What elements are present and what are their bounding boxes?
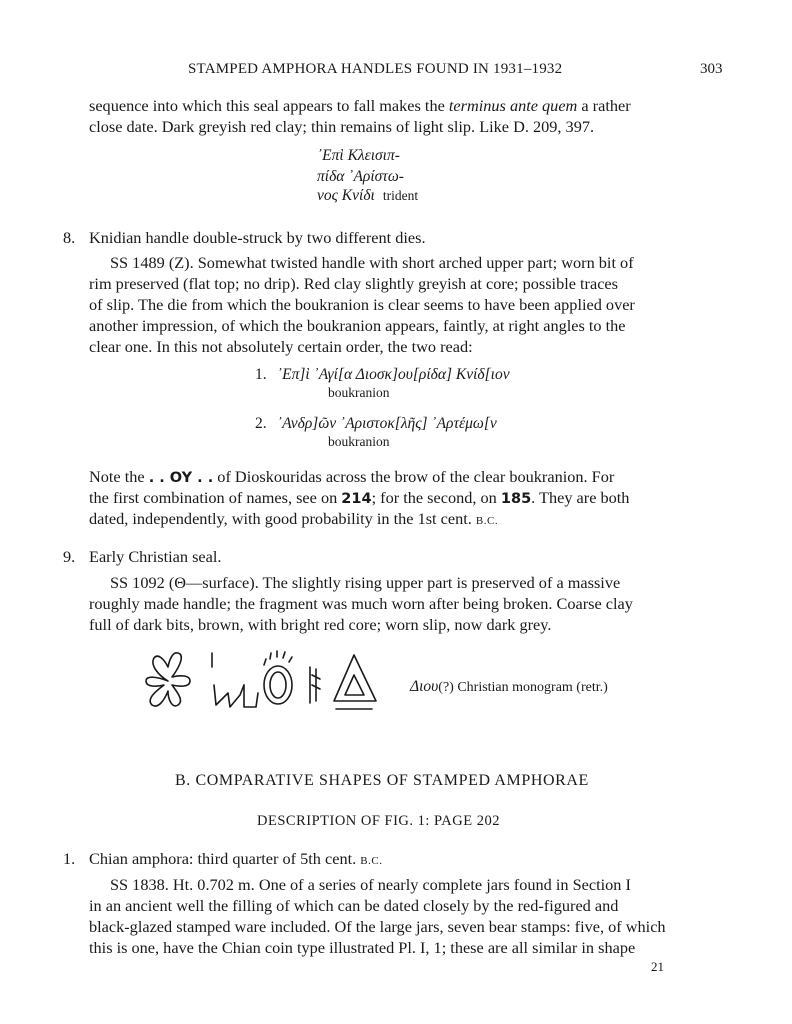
figure-caption: Διου(?) Christian monogram (retr.) <box>410 678 608 695</box>
item-9-para-line: SS 1092 (Θ—surface). The slightly rising upper part is preserved of a massive <box>110 573 621 592</box>
item-9-number: 9. <box>63 547 76 566</box>
section-b-para-line: black-glazed stamped ware included. Of the large jars, seven bear stamps: five, of which <box>89 917 666 936</box>
item-8-para-line: rim preserved (flat top; no drip). Red clay slightly greyish at core; possible traces <box>89 274 618 293</box>
section-b-para-line: SS 1838. Ht. 0.702 m. One of a series of nearly complete jars found in Section I <box>110 875 631 894</box>
intro-line-2: close date. Dark greyish red clay; thin remains of light slip. Like D. 209, 397. <box>89 117 595 136</box>
note-line-3: dated, independently, with good probability in the 1st cent. B.C. <box>89 509 499 528</box>
cross-reference-185: 185 <box>500 491 532 507</box>
note-line-1: Note the . . OY . . of Dioskouridas across the brow of the clear boukranion. For <box>89 467 615 486</box>
christian-monogram-drawing <box>140 645 390 715</box>
greek-inscription-line-2: πίδα ᾿Αρίστω- <box>317 168 404 185</box>
greek-inscription-line-3: νος Κνίδι trident <box>317 187 419 204</box>
section-b-para-line: in an ancient well the filling of which can be dated closely by the red-figured and <box>89 896 619 915</box>
section-b-item-1-title: Chian amphora: third quarter of 5th cent. B.C. <box>89 849 383 868</box>
reading-1-boukranion: boukranion <box>328 385 390 400</box>
item-9-para-line: full of dark bits, brown, with bright red core; worn slip, now dark grey. <box>89 615 552 634</box>
item-8-number: 8. <box>63 228 76 247</box>
reading-1-number: 1. <box>255 366 267 383</box>
item-8-para-line: clear one. In this not absolutely certain order, the two read: <box>89 337 473 356</box>
item-8-para-line: SS 1489 (Z). Somewhat twisted handle with short arched upper part; worn bit of <box>110 253 634 272</box>
item-8-para-line: another impression, of which the boukranion appears, faintly, at right angles to the <box>89 316 626 335</box>
item-8-para-line: of slip. The die from which the boukranion is clear seems to have been applied over <box>89 295 635 314</box>
section-b-para-line: this is one, have the Chian coin type illustrated Pl. I, 1; these are all similar in shape <box>89 938 636 957</box>
reading-1-text: ᾿Επ]ὶ ᾿Αγί[α Διοσκ]ου[ρίδα] Κνίδ[ιον <box>277 366 510 383</box>
intro-line-1: sequence into which this seal appears to fall makes the terminus ante quem a rather <box>89 96 631 115</box>
note-line-2: the first combination of names, see on 214; for the second, on 185. They are both <box>89 488 630 507</box>
item-8-title: Knidian handle double-struck by two different dies. <box>89 228 426 247</box>
section-b-item-1-number: 1. <box>63 849 76 868</box>
page-number: 303 <box>700 61 723 77</box>
item-9-para-line: roughly made handle; the fragment was much worn after being broken. Coarse clay <box>89 594 633 613</box>
reading-2-number: 2. <box>255 415 267 432</box>
greek-inscription-line-1: ᾿Επὶ Κλεισιπ- <box>317 147 400 164</box>
reading-2-boukranion: boukranion <box>328 434 390 449</box>
item-9-title: Early Christian seal. <box>89 547 222 566</box>
section-heading: B. COMPARATIVE SHAPES OF STAMPED AMPHORAE <box>175 772 589 789</box>
section-subheading: DESCRIPTION OF FIG. 1: PAGE 202 <box>257 813 500 829</box>
running-title: STAMPED AMPHORA HANDLES FOUND IN 1931–1932 <box>188 61 563 77</box>
cross-reference-214: 214 <box>341 491 372 507</box>
reading-2-text: ᾿Ανδρ]ῶν ᾿Αριστοκ[λῆς] ᾿Αρτέμω[ν <box>277 415 497 432</box>
signature-mark: 21 <box>651 959 664 974</box>
